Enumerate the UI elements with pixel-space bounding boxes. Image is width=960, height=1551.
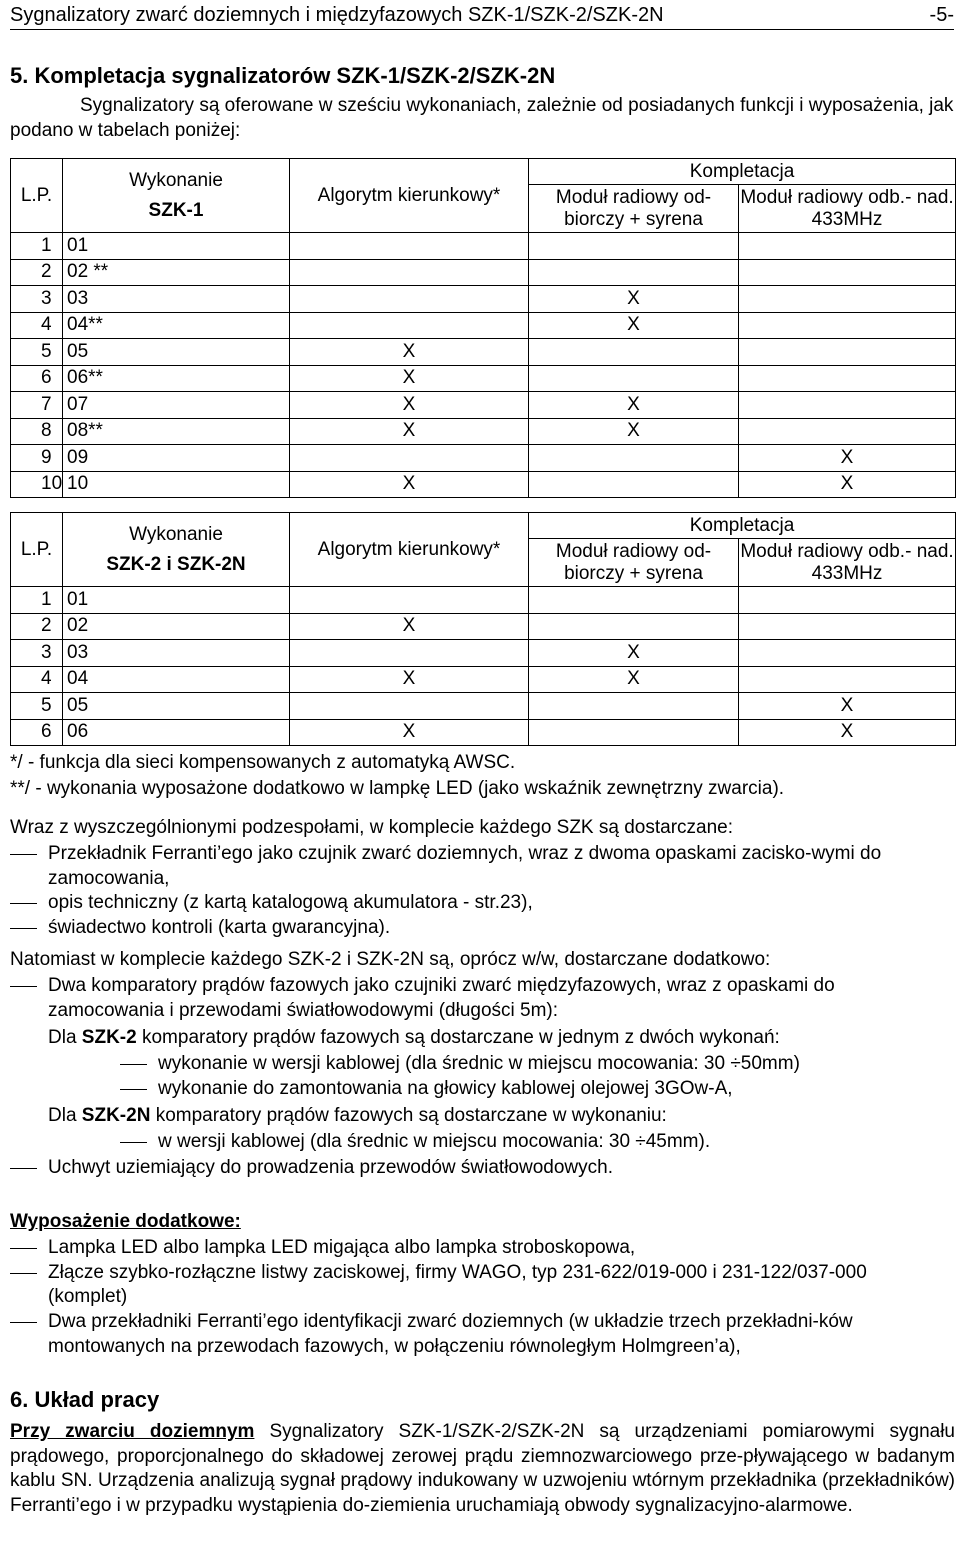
list-item: Przekładnik Ferranti’ego jako czujnik zwarć doziemnych, wraz z dwoma opaskami zacisko-wymi do zamocowania, <box>10 842 955 891</box>
cell-algorytm <box>290 693 529 720</box>
cell-wykonanie: 06** <box>63 365 290 392</box>
col-header-algorytm: Algorytm kierunkowy* <box>290 513 529 587</box>
table-row <box>11 312 956 339</box>
page-number: -5- <box>929 4 954 26</box>
list-item: w wersji kablowej (dla średnic w miejscu mocowania: 30 ÷45mm). <box>10 1130 955 1155</box>
szk2n-sublist <box>10 1130 955 1155</box>
kit2-list <box>10 974 955 1023</box>
table-row <box>11 666 956 693</box>
cell-lp: 3 <box>11 286 63 313</box>
cell-lp: 2 <box>11 259 63 286</box>
cell-modul-433 <box>739 392 956 419</box>
col-header-wykonanie <box>63 159 290 233</box>
table-row <box>11 719 956 746</box>
cell-lp: 10 <box>11 471 63 498</box>
cell-wykonanie: 10 <box>63 471 290 498</box>
szk2-sublist <box>10 1052 955 1101</box>
cell-algorytm <box>290 259 529 286</box>
list-item: Lampka LED albo lampka LED migająca albo lampka stroboskopowa, <box>10 1236 955 1261</box>
list-item: wykonanie w wersji kablowej (dla średnic w miejscu mocowania: 30 ÷50mm) <box>10 1052 955 1077</box>
kit2-intro: Natomiast w komplecie każdego SZK-2 i SZK-2N są, oprócz w/w, dostarczane dodatkowo: <box>10 949 771 970</box>
col-header-lp: L.P. <box>11 159 63 233</box>
cell-algorytm <box>290 286 529 313</box>
cell-modul-433 <box>739 286 956 313</box>
cell-modul-433 <box>739 666 956 693</box>
col-header-modul-433: Moduł radiowy odb.- nad. 433MHz <box>739 539 956 587</box>
cell-lp: 1 <box>11 233 63 260</box>
cell-algorytm: X <box>290 418 529 445</box>
cell-lp: 6 <box>11 365 63 392</box>
footnote-led: **/ - wykonania wyposażone dodatkowo w lampkę LED (jako wskaźnik zewnętrzny zwarcia). <box>10 778 785 799</box>
cell-lp: 8 <box>11 418 63 445</box>
cell-wykonanie: 06 <box>63 719 290 746</box>
col-header-modul-syrena: Moduł radiowy od-biorczy + syrena <box>529 185 739 233</box>
list-item: świadectwo kontroli (karta gwarancyjna). <box>10 916 955 941</box>
table-row <box>11 418 956 445</box>
cell-modul-433 <box>739 233 956 260</box>
cell-modul-433 <box>739 259 956 286</box>
cell-lp: 5 <box>11 693 63 720</box>
cell-wykonanie: 09 <box>63 445 290 472</box>
section-6-lead: Przy zwarciu doziemnym <box>10 1421 255 1442</box>
cell-algorytm <box>290 233 529 260</box>
cell-modul-433 <box>739 339 956 366</box>
table-row <box>11 233 956 260</box>
cell-modul-433: X <box>739 445 956 472</box>
table-row <box>11 613 956 640</box>
cell-wykonanie: 01 <box>63 233 290 260</box>
cell-algorytm: X <box>290 666 529 693</box>
col-header-algorytm: Algorytm kierunkowy* <box>290 159 529 233</box>
cell-modul-syrena <box>529 471 739 498</box>
cell-wykonanie: 07 <box>63 392 290 419</box>
cell-algorytm <box>290 312 529 339</box>
cell-algorytm <box>290 640 529 667</box>
section-5-heading: 5. Kompletacja sygnalizatorów SZK-1/SZK-2/SZK-2N <box>10 63 556 88</box>
extras-heading: Wyposażenie dodatkowe: <box>10 1211 241 1232</box>
running-header <box>10 2 954 30</box>
szk2n-pre: Dla <box>48 1105 82 1126</box>
cell-wykonanie: 04 <box>63 666 290 693</box>
cell-modul-433 <box>739 365 956 392</box>
col-header-modul-syrena: Moduł radiowy od-biorczy + syrena <box>529 539 739 587</box>
cell-modul-433 <box>739 640 956 667</box>
kit-list <box>10 842 955 941</box>
table-row <box>11 286 956 313</box>
table-row <box>11 640 956 667</box>
col-header-modul-433: Moduł radiowy odb.- nad. 433MHz <box>739 185 956 233</box>
table-row <box>11 339 956 366</box>
cell-modul-syrena <box>529 693 739 720</box>
wykonanie-label: Wykonanie <box>129 169 223 191</box>
section-6-heading: 6. Układ pracy <box>10 1387 160 1412</box>
cell-modul-syrena <box>529 613 739 640</box>
cell-modul-syrena <box>529 339 739 366</box>
cell-lp: 4 <box>11 312 63 339</box>
cell-wykonanie: 08** <box>63 418 290 445</box>
footnote-awsc: */ - funkcja dla sieci kompensowanych z automatyką AWSC. <box>10 752 516 773</box>
col-header-lp: L.P. <box>11 513 63 587</box>
cell-modul-syrena <box>529 233 739 260</box>
section-6-text <box>10 1420 955 1519</box>
szk2-post: komparatory prądów fazowych są dostarczane w jednym z dwóch wykonań: <box>136 1027 780 1048</box>
extras-list <box>10 1236 955 1359</box>
cell-wykonanie: 02 ** <box>63 259 290 286</box>
cell-modul-syrena <box>529 259 739 286</box>
model-label: SZK-2 i SZK-2N <box>106 553 246 575</box>
table-row <box>11 259 956 286</box>
cell-modul-syrena <box>529 587 739 614</box>
cell-modul-syrena <box>529 365 739 392</box>
cell-lp: 4 <box>11 666 63 693</box>
cell-wykonanie: 02 <box>63 613 290 640</box>
szk2-table <box>10 512 956 746</box>
cell-lp: 6 <box>11 719 63 746</box>
cell-modul-433: X <box>739 471 956 498</box>
col-header-wykonanie <box>63 513 290 587</box>
list-item: Dwa przekładniki Ferranti’ego identyfikacji zwarć doziemnych (w układzie trzech przekładni-ków montowanych na przewodach fazowych, w połączeniu równoległym Holmgreen’a), <box>10 1310 955 1359</box>
cell-modul-syrena: X <box>529 666 739 693</box>
table-row <box>11 587 956 614</box>
table-row <box>11 445 956 472</box>
model-label: SZK-1 <box>148 199 204 221</box>
cell-modul-syrena <box>529 445 739 472</box>
section-6-body: Sygnalizatory SZK-1/SZK-2/SZK-2N są urządzeniami pomiarowymi sygnału prądowego, proporcjonalnego do składowej zerowej prądu ziemnozwarciowego prze-pływającego w badanym kablu SN. Urządzenia analizują sygnał prądowy indukowany w uzwojeniu wtórnym przekładnika (przekładników) Ferranti’ego i w przypadku wystąpienia do-ziemienia uruchamiają obwody sygnalizacyjno-alarmowe. <box>10 1421 955 1517</box>
szk2n-post: komparatory prądów fazowych są dostarczane w wykonaniu: <box>150 1105 667 1126</box>
szk2n-bold: SZK-2N <box>81 1105 151 1126</box>
cell-lp: 9 <box>11 445 63 472</box>
szk2n-line <box>10 1104 955 1129</box>
cell-modul-syrena: X <box>529 286 739 313</box>
cell-algorytm: X <box>290 339 529 366</box>
cell-modul-syrena: X <box>529 640 739 667</box>
cell-algorytm: X <box>290 365 529 392</box>
cell-wykonanie: 03 <box>63 640 290 667</box>
cell-wykonanie: 05 <box>63 693 290 720</box>
table-row <box>11 392 956 419</box>
szk1-table <box>10 158 956 498</box>
cell-wykonanie: 03 <box>63 286 290 313</box>
cell-modul-syrena <box>529 719 739 746</box>
table-row <box>11 693 956 720</box>
cell-modul-syrena: X <box>529 312 739 339</box>
col-header-kompletacja: Kompletacja <box>529 513 956 539</box>
cell-algorytm: X <box>290 392 529 419</box>
col-header-kompletacja: Kompletacja <box>529 159 956 185</box>
list-item: Złącze szybko-rozłączne listwy zaciskowej, firmy WAGO, typ 231-622/019-000 i 231-122/037-000 (komplet) <box>10 1261 870 1310</box>
cell-lp: 2 <box>11 613 63 640</box>
szk2-line <box>10 1026 955 1051</box>
cell-lp: 7 <box>11 392 63 419</box>
table-row <box>11 365 956 392</box>
cell-algorytm <box>290 587 529 614</box>
list-item: wykonanie do zamontowania na głowicy kablowej olejowej 3GOw-A, <box>10 1077 955 1102</box>
cell-modul-433 <box>739 587 956 614</box>
kit-intro: Wraz z wyszczególnionymi podzespołami, w komplecie każdego SZK są dostarczane: <box>10 817 734 838</box>
cell-modul-433 <box>739 418 956 445</box>
cell-lp: 5 <box>11 339 63 366</box>
cell-modul-433: X <box>739 719 956 746</box>
kit2-list-end <box>10 1156 955 1181</box>
list-item: Dwa komparatory prądów fazowych jako czujniki zwarć międzyfazowych, wraz z opaskami do zamocowania i przewodami światłowodowymi (długości 5m): <box>10 974 955 1023</box>
cell-wykonanie: 04** <box>63 312 290 339</box>
cell-modul-syrena: X <box>529 392 739 419</box>
cell-modul-433 <box>739 613 956 640</box>
cell-modul-433 <box>739 312 956 339</box>
cell-algorytm: X <box>290 719 529 746</box>
szk2-pre: Dla <box>48 1027 82 1048</box>
header-title: Sygnalizatory zwarć doziemnych i międzyfazowych SZK-1/SZK-2/SZK-2N <box>10 4 664 26</box>
table-row <box>11 471 956 498</box>
wykonanie-label: Wykonanie <box>129 523 223 545</box>
section-5-intro: Sygnalizatory są oferowane w sześciu wykonaniach, zależnie od posiadanych funkcji i wyposażenia, jak podano w tabelach poniżej: <box>10 95 954 141</box>
cell-lp: 1 <box>11 587 63 614</box>
cell-algorytm: X <box>290 471 529 498</box>
cell-modul-433: X <box>739 693 956 720</box>
cell-wykonanie: 01 <box>63 587 290 614</box>
list-item: opis techniczny (z kartą katalogową akumulatora - str.23), <box>10 891 955 916</box>
cell-modul-syrena: X <box>529 418 739 445</box>
cell-wykonanie: 05 <box>63 339 290 366</box>
szk2-bold: SZK-2 <box>81 1027 137 1048</box>
cell-algorytm: X <box>290 613 529 640</box>
cell-lp: 3 <box>11 640 63 667</box>
list-item: Uchwyt uziemiający do prowadzenia przewodów światłowodowych. <box>10 1156 955 1181</box>
cell-algorytm <box>290 445 529 472</box>
